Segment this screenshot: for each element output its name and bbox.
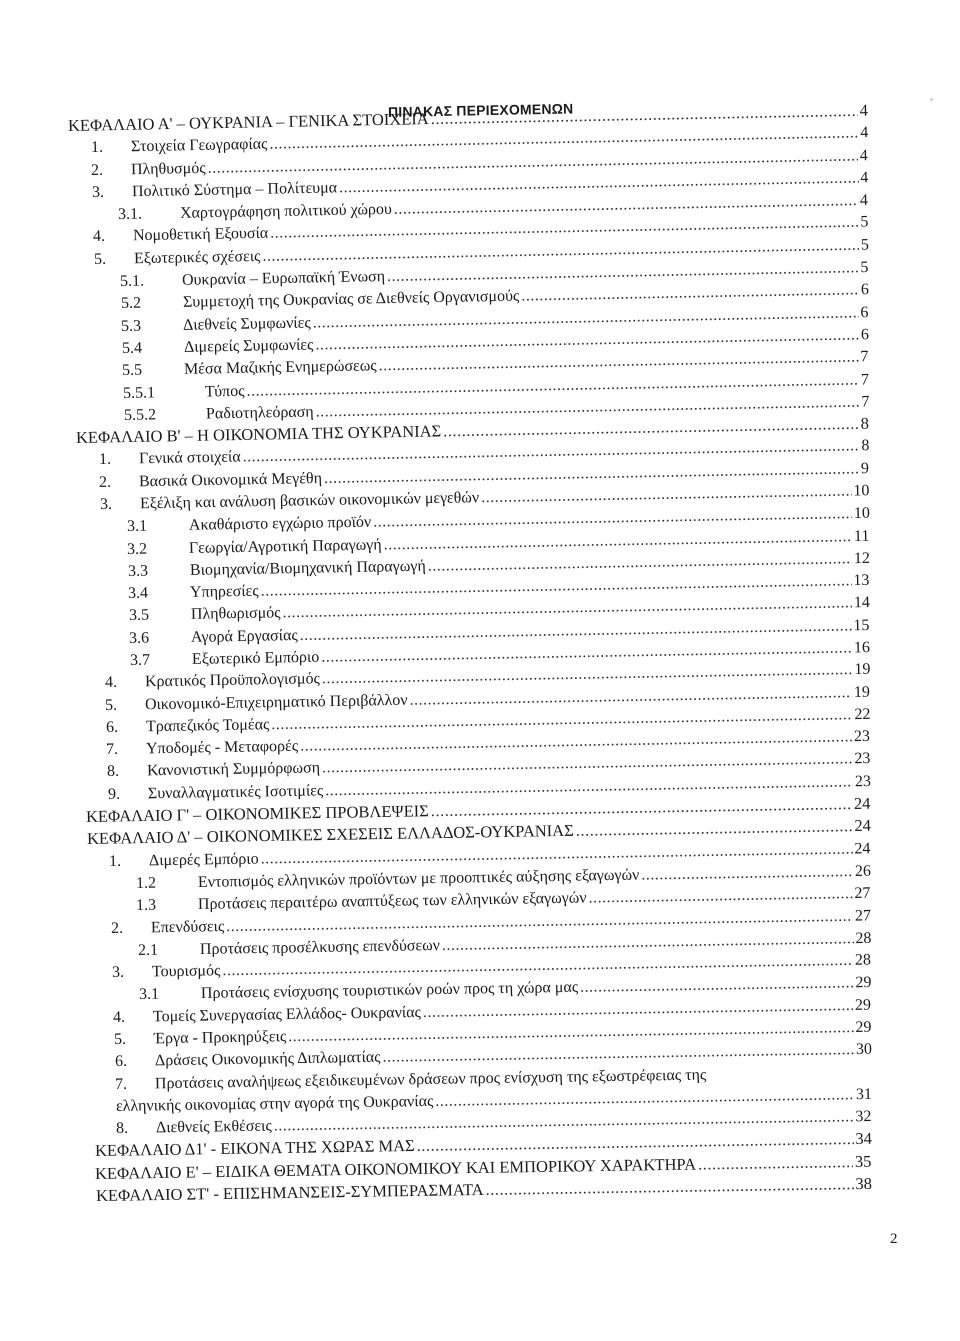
toc-entry-title: Κανονιστική Συμμόρφωση [146, 759, 321, 780]
toc-entry-number: 1.3 [136, 896, 157, 915]
toc-dot-leader [521, 281, 859, 307]
toc-entry-number: 5. [93, 250, 106, 268]
toc-entry-title: Γεωργία/Αγροτική Παραγωγή [188, 535, 382, 557]
toc-page-number: 6 [860, 326, 869, 344]
toc-page-number: 7 [860, 370, 870, 388]
toc-entry-number: 7. [114, 1075, 128, 1093]
toc-entry-number: 5.1. [119, 272, 145, 291]
toc-page-number: 7 [860, 393, 870, 411]
toc-chapter-title: ΚΕΦΑΛΑΙΟ Β' – Η ΟΙΚΟΝΟΜΙΑ ΤΗΣ ΟΥΚΡΑΝΙΑΣ [75, 421, 442, 448]
toc-page-number: 14 [853, 594, 870, 612]
toc-entry-title: Γενικά στοιχεία [138, 448, 241, 468]
toc-entry-title: Διμερές Εμπόριο [149, 850, 260, 869]
toc-page-number: 22 [853, 705, 871, 723]
toc-entry-title: Τύπος [204, 382, 245, 400]
toc-page-number: 6 [860, 281, 869, 299]
toc-entry-title: Διμερείς Συμφωνίες [183, 336, 314, 356]
toc-entry-number: 8. [116, 1119, 129, 1138]
toc-entry-number: 3. [91, 183, 104, 201]
toc-entry-number: 9. [107, 785, 120, 803]
toc-entry-title: Βασικά Οικονομικά Μεγέθη [139, 469, 323, 490]
toc-page-number: 28 [854, 951, 872, 969]
toc-page-number: 23 [854, 728, 871, 746]
toc-page-number: 8 [860, 437, 870, 455]
toc-entry-title: Ραδιοτηλεόραση [205, 403, 314, 423]
toc-page-number: 31 [855, 1085, 872, 1103]
toc-dot-leader [698, 1152, 853, 1174]
toc-chapter-title: ΚΕΦΑΛΑΙΟ Ε' – ΕΙΔΙΚΑ ΘΕΜΑΤΑ ΟΙΚΟΝΟΜΙΚΟΥ ΚΑΙ ΕΜΠΟΡΙΚΟΥ ΧΑΡΑΚΤΗΡΑ [95, 1154, 697, 1183]
toc-entry-number: 1.2 [135, 874, 156, 892]
toc-page-number: 16 [853, 639, 871, 657]
toc-entry-number: 4. [92, 228, 106, 246]
toc-entry-number: 5.5 [122, 361, 143, 380]
toc-dot-leader [575, 816, 852, 841]
toc-entry-number: 2. [99, 473, 112, 491]
toc-entry-title: Υπηρεσίες [190, 582, 260, 602]
toc-entry-number: 5.4 [121, 339, 142, 357]
toc-entry-number: 6. [114, 1053, 127, 1071]
toc-entry-title: Διεθνείς Εκθέσεις [156, 1117, 273, 1137]
toc-page-number: 7 [860, 348, 869, 366]
toc-page-number: 12 [853, 549, 870, 567]
toc-entry-number: 1. [90, 139, 103, 157]
toc-entry-number: 7. [106, 740, 119, 759]
toc-page-number: 24 [853, 816, 871, 836]
toc-entry-number: 6. [105, 718, 118, 736]
toc-entry-number: 4. [113, 1008, 126, 1026]
toc-title: ΠΙΝΑΚΑΣ ΠΕΡΙΕΧΟΜΕΝΩΝ [387, 100, 574, 120]
toc-entry-number: 3.4 [128, 584, 149, 603]
toc-entry-number: 2. [90, 161, 104, 179]
toc-page-number: 19 [853, 660, 871, 679]
toc-page-number: 27 [854, 906, 872, 925]
toc-page-number: 23 [854, 772, 871, 791]
toc-entry-number: 5.2 [120, 294, 141, 313]
toc-page-number: 26 [854, 862, 871, 880]
toc-entry-title: Μέσα Μαζικής Ενημερώσεως [184, 357, 378, 379]
toc-page-number: 8 [860, 413, 870, 433]
toc-page-number: 29 [855, 974, 872, 992]
toc-entry-title: Εντοπισμός ελληνικών προϊόντων με προοπτικές αύξησης εξαγωγών [197, 866, 640, 891]
toc-entry-number: 3.2 [126, 540, 148, 558]
toc-entry-number: 3.5 [128, 607, 149, 625]
toc-entry-title: Προτάσεις αναλήψεως εξειδικευμένων δράσεων προς ενίσχυση της εξωστρέφειας της [154, 1066, 707, 1092]
toc-dot-leader [641, 862, 853, 886]
toc-entry-title: Προτάσεις προσέλκυσης επενδύσεων [199, 936, 440, 958]
toc-page-number: 5 [860, 259, 869, 277]
toc-entry-number: 4. [104, 674, 117, 692]
toc-page-number: 34 [855, 1129, 872, 1149]
toc-entry-title: Συμμετοχή της Ουκρανίας σε Διεθνείς Οργανισμούς [182, 287, 520, 312]
toc-entry-title: Νομοθετική Εξουσία [132, 225, 269, 245]
toc-entry-title: Έργα - Προκηρύξεις [153, 1028, 287, 1048]
toc-dot-leader [589, 884, 853, 908]
toc-page-number: 24 [853, 793, 871, 814]
toc-entry-title: Επενδύσεις [150, 917, 225, 936]
toc-entry-number: 1. [109, 852, 122, 870]
toc-entry-title: Αγορά Εργασίας [191, 626, 299, 646]
toc-chapter-title: ΚΕΦΑΛΑΙΟ Α' – ΟΥΚΡΑΝΙΑ – ΓΕΝΙΚΑ ΣΤΟΙΧΕΙΑ [67, 109, 429, 135]
toc-page-number: 23 [854, 750, 871, 768]
toc-entry-number: 1. [98, 451, 111, 469]
toc-page-number: 28 [854, 929, 872, 947]
toc-entry-title: Εξωτερικό Εμπόριο [191, 648, 320, 668]
toc-entry-title: Διεθνείς Συμφωνίες [183, 314, 312, 334]
toc-page-number: 4 [859, 146, 869, 164]
toc-entry-number: 3.1 [126, 517, 147, 536]
toc-entry-title: Προτάσεις ενίσχυσης τουριστικών ροών προς τη χώρα μας [200, 979, 578, 1003]
toc-entry-title: Ουκρανία – Ευρωπαϊκή Ένωση [181, 268, 386, 289]
toc-entry-title: Συναλλαγματικές Ισοτιμίες [147, 782, 323, 803]
toc-entry-title: ελληνικής οικονομίας στην αγορά της Ουκρανίας [115, 1092, 434, 1115]
toc-page-number: 19 [853, 683, 871, 701]
toc-entry-number: 5.5.2 [123, 406, 156, 424]
toc-chapter-title: ΚΕΦΑΛΑΙΟ ΣΤ' - ΕΠΙΣΗΜΑΝΣΕΙΣ-ΣΥΜΠΕΡΑΣΜΑΤΑ [95, 1179, 484, 1205]
toc-entry-number: 3.7 [129, 651, 151, 669]
toc-page-number: 4 [859, 169, 869, 187]
page-number: 2 [890, 1231, 898, 1247]
toc-entry-title: Ακαθάριστο εγχώριο προϊόν [188, 513, 371, 535]
toc-entry-number: 3. [99, 495, 113, 513]
toc-entry-title: Κρατικός Προϋπολογισμός [144, 670, 320, 691]
toc-page-number: 30 [855, 1041, 872, 1059]
toc-entry-number: 2.1 [137, 941, 158, 959]
toc-entry-number: 3.1 [138, 986, 159, 1004]
toc-chapter-title: ΚΕΦΑΛΑΙΟ Δ1' - ΕΙΚΟΝΑ ΤΗΣ ΧΩΡΑΣ ΜΑΣ [94, 1136, 415, 1161]
toc-page-number: 15 [853, 616, 870, 635]
toc-page-number: 32 [855, 1108, 872, 1126]
toc-entry-title: Υποδομές - Μεταφορές [146, 737, 299, 758]
toc-entry-number: 5.5.1 [122, 383, 156, 402]
toc-entry-title: Βιομηχανία/Βιομηχανική Παραγωγή [189, 557, 426, 579]
toc-entry-title: Τομείς Συνεργασίας Ελλάδος- Ουκρανίας [153, 1003, 422, 1026]
toc-page-number: 29 [855, 996, 872, 1014]
toc-page-number: 27 [854, 884, 871, 903]
toc-entry-number: 8. [106, 763, 120, 781]
toc-page-number: 35 [855, 1151, 872, 1171]
toc-entry-title: Εξέλιξη και ανάλυση βασικών οικονομικών μεγεθών [139, 489, 480, 513]
toc-page-number: 4 [859, 124, 869, 142]
toc-dot-leader [580, 974, 854, 998]
toc-page-number: 10 [853, 504, 870, 523]
toc-page-number: 5 [860, 213, 869, 231]
toc-entry-title: Τουρισμός [152, 962, 221, 981]
toc-entry-title: Εξωτερικές σχέσεις [133, 247, 261, 267]
toc-page-number: 13 [853, 572, 870, 590]
toc-page-number: 4 [859, 100, 869, 120]
toc-entry-title: Χαρτογράφηση πολιτικού χώρου [180, 200, 393, 222]
toc-entry-number: 5.3 [121, 317, 142, 335]
toc-page-number: 38 [855, 1173, 873, 1194]
toc-chapter-title: ΚΕΦΑΛΑΙΟ Δ' – ΟΙΚΟΝΟΜΙΚΕΣ ΣΧΕΣΕΙΣ ΕΛΛΑΔΟΣ-ΟΥΚΡΑΝΙΑΣ [86, 821, 574, 849]
toc-page-number: 29 [855, 1018, 872, 1036]
toc-page-number: 9 [861, 459, 870, 477]
toc-entry-title: Δράσεις Οικονομικής Διπλωματίας [154, 1048, 381, 1070]
toc-entry-title: Πληθωρισμός [190, 604, 281, 624]
toc-entry-title: Πληθυσμός [130, 159, 206, 178]
toc-entry-title: Προτάσεις περαιτέρω αναπτύξεως των ελληνικών εξαγωγών [198, 889, 588, 914]
toc-entry-title: Στοιχεία Γεωγραφίας [130, 135, 268, 156]
toc-entry-title: Τραπεζικός Τομέας [145, 716, 270, 736]
toc-entry-number: 3. [112, 963, 125, 982]
toc-page-number: 5 [860, 236, 869, 254]
toc-page-number: 4 [860, 191, 869, 210]
toc-dot-leader [485, 1174, 853, 1200]
toc-entry-number: 5. [113, 1030, 127, 1048]
toc-page-number: 6 [860, 303, 869, 321]
toc-page-number: 11 [853, 527, 870, 545]
toc-entry-number: 2. [110, 919, 124, 937]
toc-page-number: 24 [854, 839, 871, 858]
toc-page-number: 10 [853, 482, 870, 500]
toc-entry-title: Πολιτικό Σύστημα – Πολίτευμα [131, 179, 337, 201]
toc-chapter-title: ΚΕΦΑΛΑΙΟ Γ' – ΟΙΚΟΝΟΜΙΚΕΣ ΠΡΟΒΛΕΨΕΙΣ [85, 801, 430, 827]
toc-entry-number: 3.3 [127, 562, 148, 580]
toc-entry-number: 3.1. [118, 205, 143, 224]
toc-entry-number: 3.6 [129, 629, 150, 647]
toc-entry-title: Οικονομικό-Επιχειρηματικό Περιβάλλον [144, 691, 408, 713]
toc-entry-number: 5. [105, 696, 118, 714]
